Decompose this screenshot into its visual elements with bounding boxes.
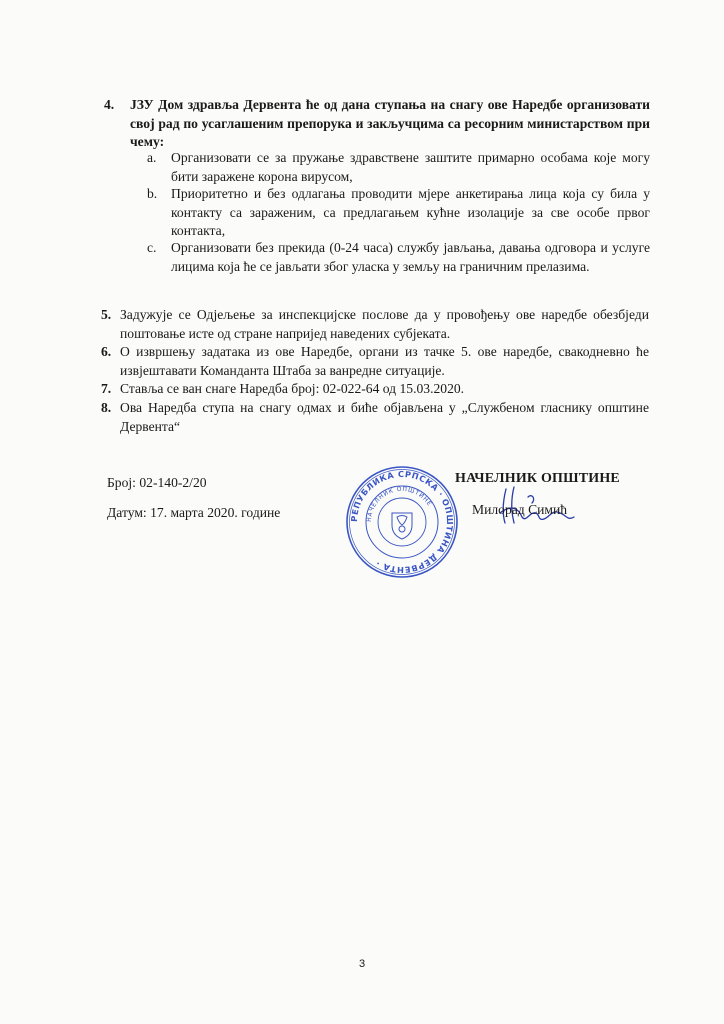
item-number: 7.: [101, 381, 112, 396]
sub-item-text: Организовати се за пружање здравствене заштите примарно особама које могу бити заражене корона вирусом,: [171, 150, 650, 184]
sub-item-letter: c.: [147, 240, 157, 255]
sub-item-a: [147, 149, 650, 186]
seal-outer-ring: [347, 467, 457, 577]
document-date: Датум: 17. марта 2020. године: [107, 505, 281, 520]
list-item-5: [101, 306, 649, 343]
item-text: Задужује се Одјељење за инспекцијске послове да у провођењу ове наредбе обезбједи поштовање исте од стране напријед наведених субјеката.: [120, 307, 649, 341]
mayor-title: НАЧЕЛНИК ОПШТИНЕ: [455, 471, 620, 486]
official-seal: [345, 465, 459, 579]
item-4-lead: ЈЗУ Дом здравља Дервента: [130, 97, 302, 112]
seal-outer-text: РЕПУБЛИКА СРПСКА · ОПШТИНА ДЕРВЕНТА ·: [348, 468, 456, 576]
item-number: 5.: [101, 307, 112, 322]
sub-item-letter: b.: [147, 186, 158, 201]
list-item-7: [101, 380, 649, 399]
item-4-text: [130, 96, 650, 152]
page-number: 3: [358, 958, 366, 970]
signer-name: Милорад Симић: [472, 502, 568, 517]
item-number: 6.: [101, 344, 112, 359]
seal-emblem: [392, 513, 412, 539]
seal-inner-text: НАЧЕЛНИК ОПШТИНЕ: [365, 485, 434, 523]
item-number: 4.: [104, 97, 115, 112]
list-item-6: [101, 343, 649, 380]
item-text: О извршењу задатака из ове Наредбе, органи из тачке 5. ове наредбе, свакодневно ће извјештавати Команданта Штаба за ванредне ситуације.: [120, 344, 649, 378]
sub-item-letter: a.: [147, 150, 157, 165]
document-number: Број: 02-140-2/20: [107, 475, 207, 490]
sub-item-c: [147, 239, 650, 276]
list-item-8: [101, 399, 649, 436]
item-number: 8.: [101, 400, 112, 415]
sub-item-text: Организовати без прекида (0-24 часа) службу јављања, давања одговора и услуге лицима која ће се јављати због уласка у земљу на граничним прелазима.: [171, 240, 650, 274]
item-text: Ова Наредба ступа на снагу одмах и биће објављена у „Службеном гласнику општине Дервента“: [120, 400, 649, 434]
sub-item-text: Приоритетно и без одлагања проводити мјере анкетирања лица која су била у контакту са зараженим, са предлагањем кућне изолације за све особе првог контакта,: [171, 186, 650, 238]
item-text: Ставља се ван снаге Наредба број: 02-022-64 од 15.03.2020.: [120, 381, 465, 396]
sub-item-b: [147, 185, 650, 241]
item-4-rest: ће од дана ступања на снагу ове Наредбе организовати свој рад по усаглашеним препорука и закључцима са ресорним министарством при чему:: [130, 97, 650, 149]
list-item-4: [104, 96, 650, 152]
